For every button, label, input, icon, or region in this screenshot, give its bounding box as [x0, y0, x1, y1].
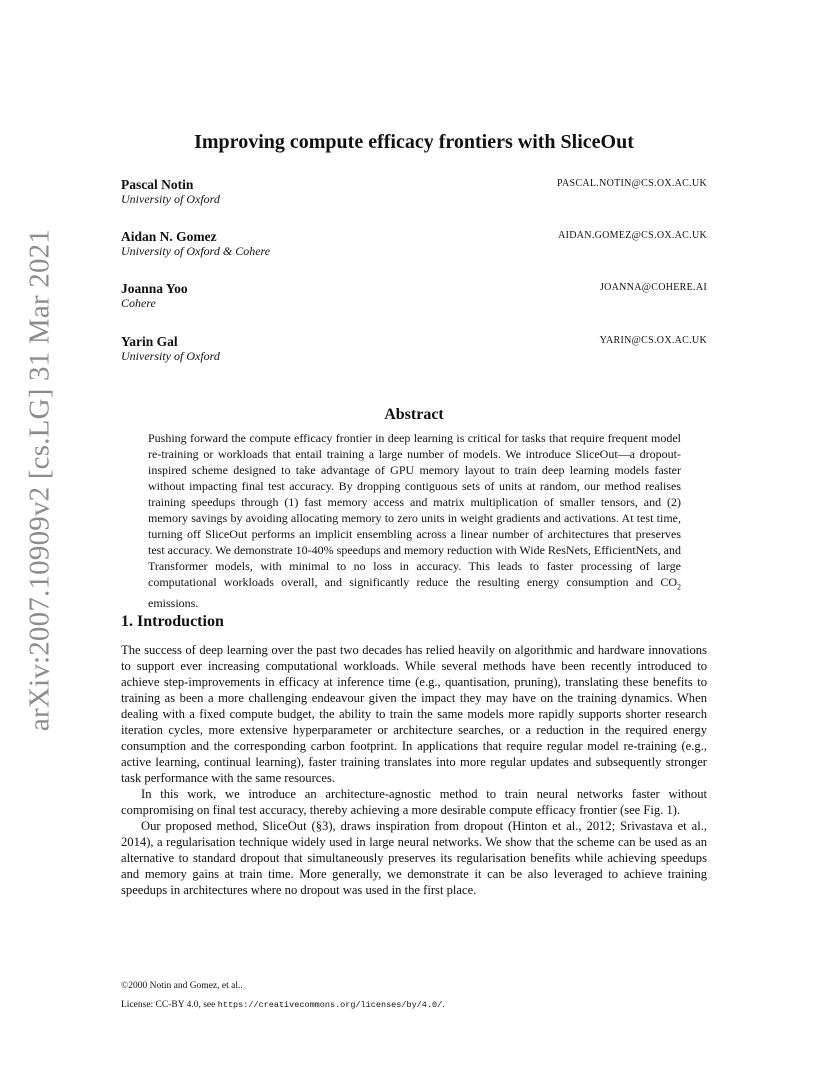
author-block-4 — [121, 333, 707, 364]
co2-subscript: 2 — [677, 582, 681, 592]
author-name: Pascal Notin — [121, 177, 194, 192]
author-affiliation: University of Oxford — [121, 192, 220, 206]
author-block-2 — [121, 228, 707, 259]
intro-paragraph-3: Our proposed method, SliceOut (§3), draws inspiration from dropout (Hinton et al., 2012; Srivastava et al., 2014), a regularisation technique widely used in large neural networks. We show that the scheme can be used as an alternative to standard dropout that simultaneously preserves its regularisation benefits while achieving speedups and memory gains at train time. More generally, we demonstrate it can be also leveraged to achieve training speedups in architectures where no dropout was used in the first place. — [121, 819, 707, 897]
abstract-end: emissions. — [148, 596, 199, 611]
license-line — [121, 1000, 445, 1010]
abstract-text — [148, 430, 681, 611]
author-email: AIDAN.GOMEZ@CS.OX.AC.UK — [558, 230, 707, 241]
license-suffix: . — [442, 1000, 445, 1010]
license-prefix: License: CC-BY 4.0, see — [121, 1000, 218, 1010]
author-email: YARIN@CS.OX.AC.UK — [599, 335, 707, 346]
copyright-footnote: ©2000 Notin and Gomez, et al.. — [121, 981, 243, 991]
author-name: Aidan N. Gomez — [121, 229, 217, 244]
arxiv-identifier: arXiv:2007.10909v2 [cs.LG] 31 Mar 2021 — [23, 228, 56, 732]
author-affiliation: University of Oxford — [121, 349, 220, 363]
intro-paragraph-1: The success of deep learning over the past two decades has relied heavily on algorithmic and hardware innovations to support ever increasing computational workloads. While several methods have been recently introduced to achieve step-improvements in efficacy at inference time (e.g., quantisation, pruning), translating these benefits to training as been a more challenging endeavour given the impact they may have on the training dynamics. When dealing with a fixed compute budget, the ability to train the same models more rapidly supports shorter research iteration cycles, more extensive hyperparameter or architecture searches, or a reduction in the required energy consumption and the corresponding carbon footprint. In applications that require regular model re-training (e.g., active learning, continual learning), faster training translates into more regular updates and subsequently stronger task performance with the same resources. — [121, 643, 707, 785]
abstract-main: Pushing forward the compute efficacy frontier in deep learning is critical for tasks that require frequent model re-training or workloads that entail training a large number of models. We introduce SliceOut—a dropout-inspired scheme designed to take advantage of GPU memory layout to train deep learning models faster without impacting final test accuracy. By dropping contiguous sets of units at random, our method realises training speedups through (1) fast memory access and matrix multiplication of smaller tensors, and (2) memory savings by avoiding allocating memory to zero units in weight gradients and activations. At test time, turning off SliceOut performs an implicit ensembling across a linear number of architectures that preserves test accuracy. We demonstrate 10-40% speedups and memory reduction with Wide ResNets, EfficientNets, and Transformer models, with minimal to no loss in accuracy. This leads to faster processing of large computational workloads overall, and significantly reduce the resulting energy consumption and CO — [148, 431, 681, 589]
paper-title: Improving compute efficacy frontiers with SliceOut — [194, 131, 634, 153]
author-name: Joanna Yoo — [121, 281, 188, 296]
author-email: JOANNA@COHERE.AI — [599, 282, 707, 293]
license-link[interactable]: https://creativecommons.org/licenses/by/4.0/ — [217, 1000, 443, 1010]
abstract-heading: Abstract — [384, 406, 444, 423]
author-affiliation: University of Oxford & Cohere — [121, 244, 271, 258]
author-affiliation: Cohere — [121, 296, 156, 310]
intro-paragraph-2: In this work, we introduce an architecture-agnostic method to train neural networks faster without compromising on final test accuracy, thereby achieving a more desirable compute efficacy frontier (see Fig. 1). — [121, 787, 707, 817]
introduction-body — [121, 642, 707, 898]
author-name: Yarin Gal — [121, 334, 178, 349]
author-block-3 — [121, 280, 707, 311]
author-email: PASCAL.NOTIN@CS.OX.AC.UK — [557, 178, 707, 189]
author-block-1 — [121, 176, 707, 207]
section-heading-introduction: 1. Introduction — [121, 613, 224, 630]
